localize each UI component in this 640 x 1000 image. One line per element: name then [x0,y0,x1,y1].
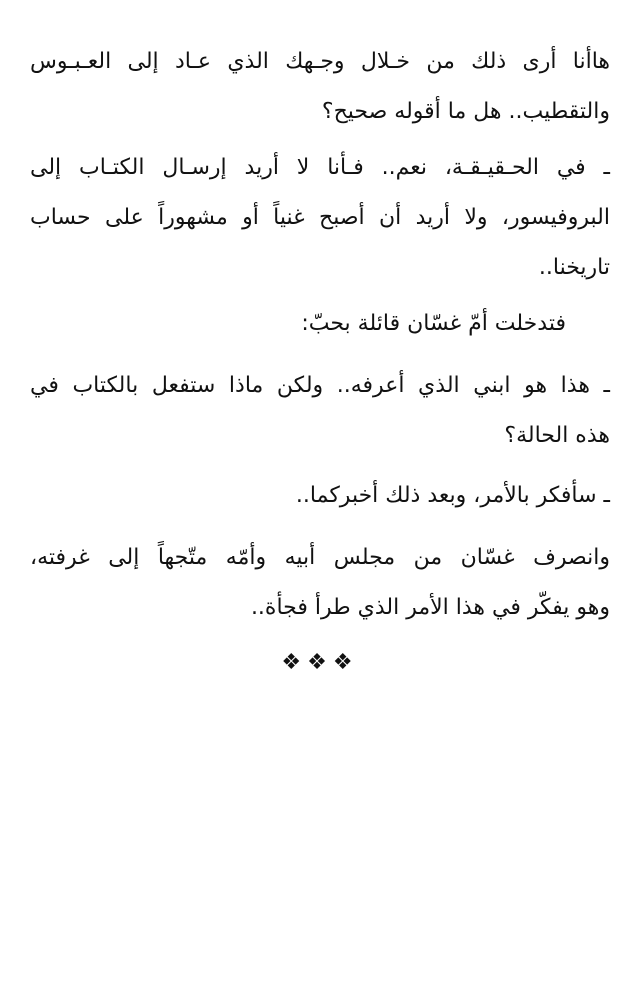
text-line: هذه الحالة؟ [504,423,610,448]
text-line: ـ في الحـقيـقـة، نعم.. فـأنا لا أريد إرسـال الكتـاب إلى [30,155,610,180]
text-line: وهو يفكّر في هذا الأمر الذي طرأ فجأة.. [250,595,610,620]
text-line: تاريخنا.. [538,255,610,280]
text-line: ـ سأفكر بالأمر، وبعد ذلك أخبركما.. [295,483,610,508]
text-line: البروفيسور، ولا أريد أن أصبح غنياً أو مشهوراً على حساب [30,205,610,230]
text-line: فتدخلت أمّ غسّان قائلة بحبّ: [301,311,566,336]
text-line: وانصرف غسّان من مجلس أبيه وأمّه متّجهاً إلى غرفته، [30,545,610,570]
section-separator-ornament: ❖❖❖ [281,650,359,675]
text-line: ـ هذا هو ابني الذي أعرفه.. ولكن ماذا ستفعل بالكتاب في [30,373,610,398]
text-line: هاأنا أرى ذلك من خـلال وجـهك الذي عـاد إلى العـبـوس [30,49,610,74]
text-line: والتقطيب.. هل ما أقوله صحيح؟ [321,99,610,124]
